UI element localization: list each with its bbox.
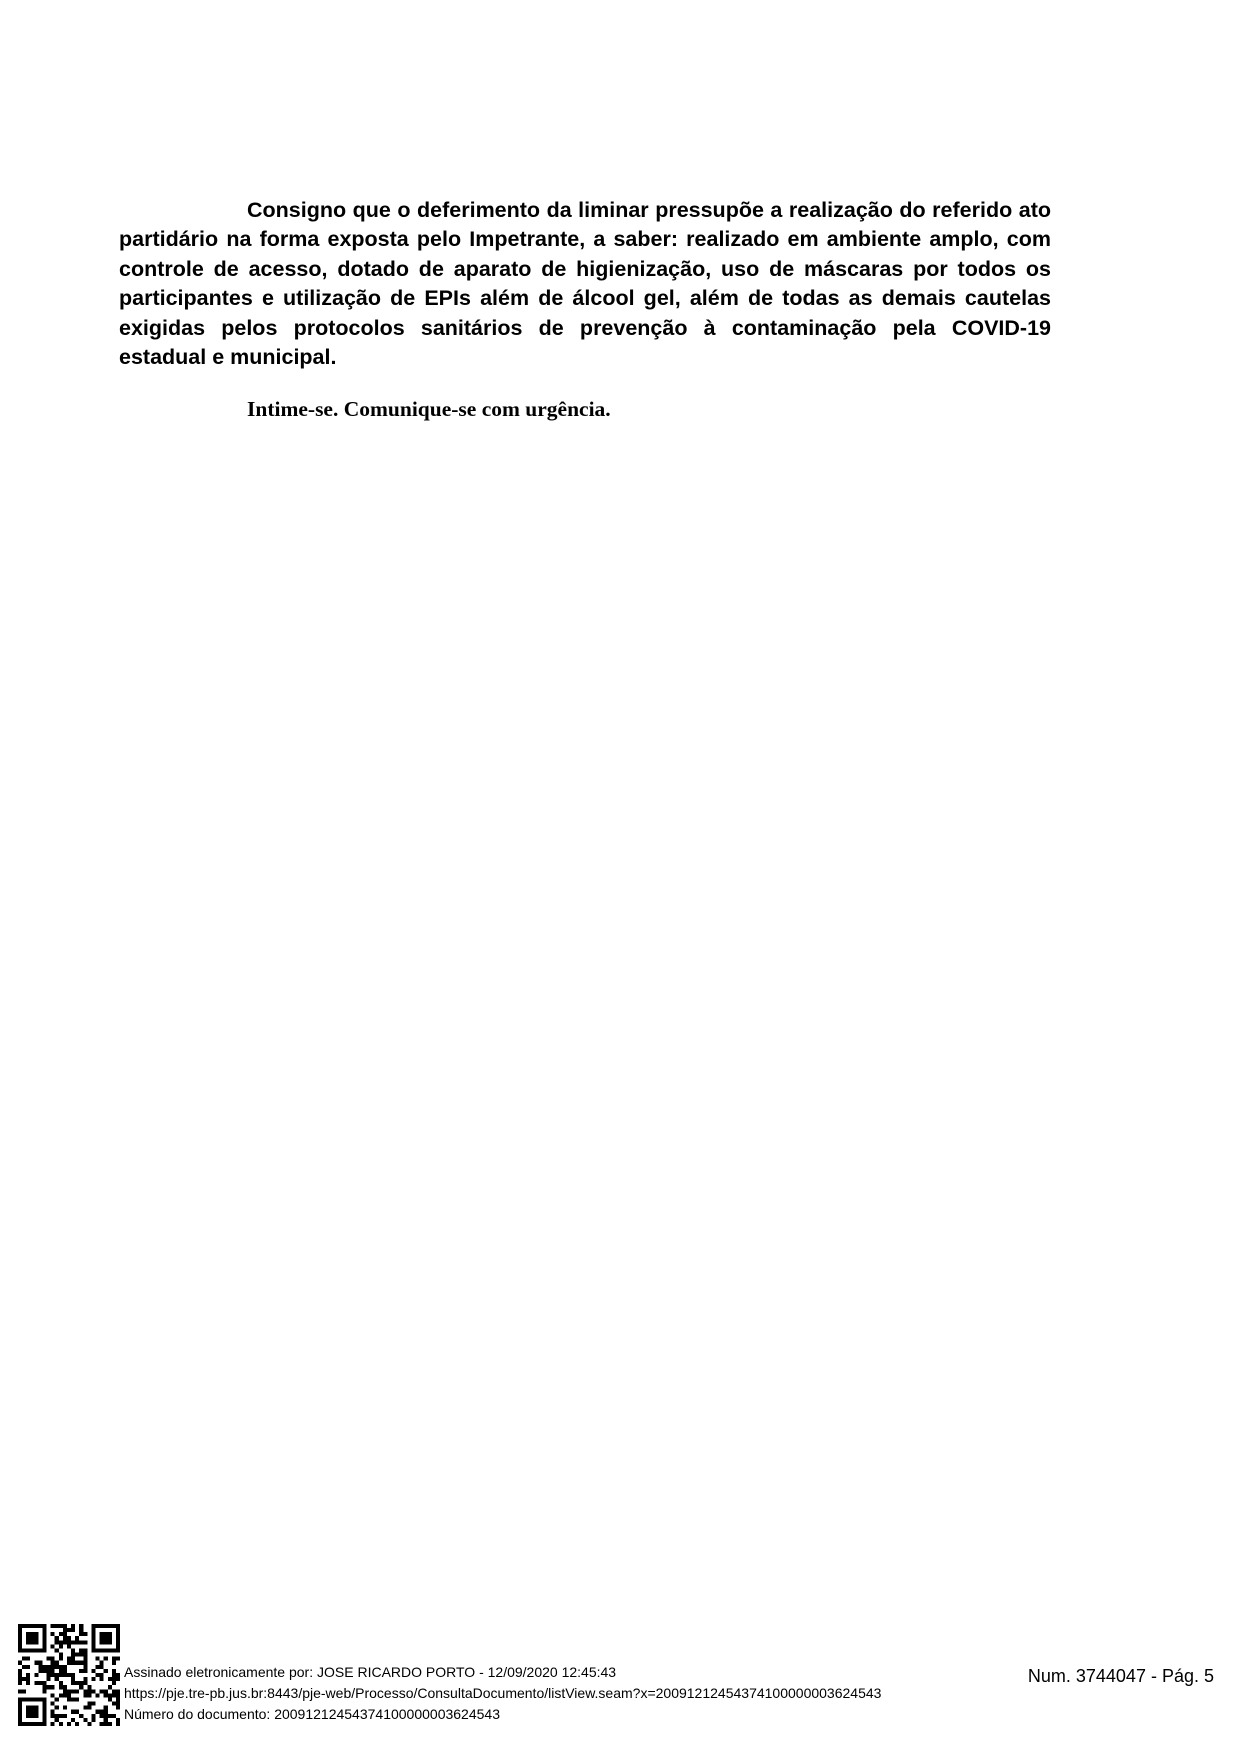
document-url[interactable]: https://pje.tre-pb.jus.br:8443/pje-web/Processo/ConsultaDocumento/listView.seam?x=20091212454374100000003624543 xyxy=(124,1685,882,1701)
signature-footer xyxy=(124,1662,881,1725)
signed-by-text: Assinado eletronicamente por: JOSE RICARDO PORTO - 12/09/2020 12:45:43 xyxy=(124,1664,617,1680)
document-number: Número do documento: 20091212454374100000003624543 xyxy=(124,1706,500,1722)
page-number: Num. 3744047 - Pág. 5 xyxy=(1027,1666,1214,1686)
body-paragraph: Consigno que o deferimento da liminar pressupõe a realização do referido ato partidário na forma exposta pelo Impetrante, a saber: realizado em ambiente amplo, com controle de acesso, dotado de aparato de higienização, uso de máscaras por todos os participantes e utilização de EPIs além de álcool gel, além de todas as demais cautelas exigidas pelos protocolos sanitários de prevenção à contaminação pela COVID-19 estadual e municipal. xyxy=(119,198,1051,370)
closing-line: Intime-se. Comunique-se com urgência. xyxy=(247,397,611,421)
qr-code-icon[interactable] xyxy=(18,1624,120,1726)
